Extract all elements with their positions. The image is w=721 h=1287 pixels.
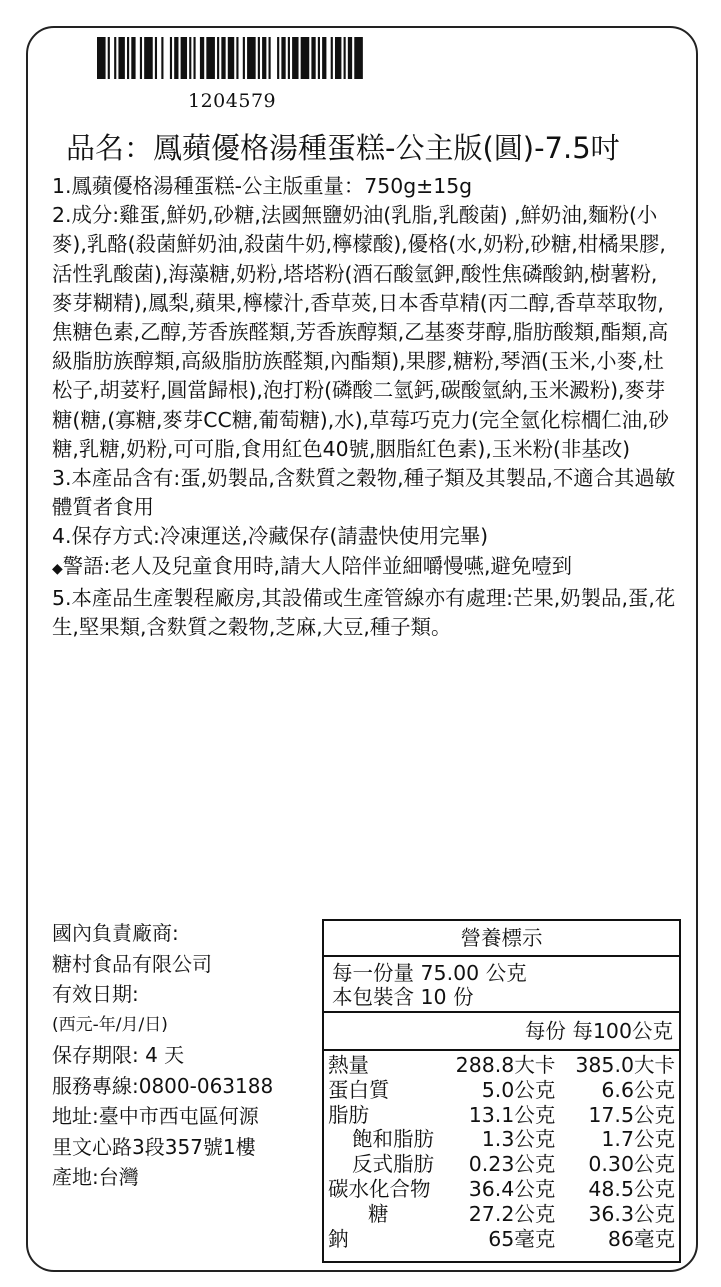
origin: 產地:台灣 — [52, 1165, 139, 1189]
barcode — [97, 37, 365, 79]
barcode-bar — [281, 37, 285, 79]
barcode-bar — [155, 37, 157, 79]
address-line-2: 里文心路3段357號1樓 — [52, 1134, 256, 1159]
per-serving-value: 1.3公克 — [481, 1127, 556, 1152]
nutrition-row — [328, 1103, 675, 1128]
facility-line: 5.本產品生產製程廠房,其設備或生產管線亦有處理:芒果,奶製品,蛋,花生,堅果類,含麩質之穀物,芝麻,大豆,種子類。 — [52, 585, 676, 640]
nutrient-name: 鈉 — [328, 1226, 349, 1251]
nutrition-title: 營養標示 — [324, 921, 679, 957]
serving-size: 每一份量 75.00 公克 — [332, 961, 527, 985]
nutrition-header — [324, 1013, 679, 1051]
barcode-bar — [344, 37, 346, 79]
company-label: 國內負責廠商: — [52, 921, 179, 945]
col-per-serving: 每份 — [524, 1019, 566, 1043]
barcode-bar — [140, 37, 142, 79]
barcode-number: 1204579 — [188, 90, 277, 112]
barcode-bar — [318, 37, 320, 79]
col-per-100g: 每100公克 — [572, 1019, 673, 1043]
nutrition-row — [328, 1078, 675, 1103]
barcode-bar — [292, 37, 298, 79]
nutrient-name: 蛋白質 — [328, 1077, 390, 1102]
weight-line: 1.鳳蘋優格湯種蛋糕-公主版重量：750g±15g — [52, 174, 473, 198]
per-serving-value: 0.23公克 — [468, 1152, 556, 1177]
barcode-bar — [348, 37, 352, 79]
barcode-bar — [311, 37, 315, 79]
product-title: 品名：鳳蘋優格湯種蛋糕-公主版(圓)-7.5吋 — [66, 131, 620, 165]
barcode-bar — [114, 37, 116, 79]
barcode-bar — [181, 37, 187, 79]
nutrient-name: 糖 — [368, 1201, 389, 1226]
barcode-bar — [97, 37, 106, 79]
per-serving-value: 13.1公克 — [468, 1102, 556, 1127]
per-serving-value: 5.0公克 — [481, 1077, 556, 1102]
per-serving-value: 288.8大卡 — [455, 1053, 556, 1077]
nutrient-name: 脂肪 — [328, 1102, 369, 1127]
barcode-bar — [118, 37, 124, 79]
barcode-bar — [217, 37, 219, 79]
barcode-bar — [258, 37, 260, 79]
barcode-bar — [243, 37, 245, 79]
barcode-bar — [288, 37, 290, 79]
barcode-bar — [322, 37, 326, 79]
serving-info — [324, 957, 679, 1013]
ingredients-section — [52, 172, 677, 642]
barcode-bar — [206, 37, 215, 79]
company-name: 糖村食品有限公司 — [52, 951, 212, 976]
barcode-bar — [193, 37, 195, 79]
expiry-format: (西元-年/月/日) — [52, 1014, 168, 1035]
nutrition-table — [322, 919, 681, 1263]
barcode-bar — [170, 37, 172, 79]
barcode-bar — [228, 37, 234, 79]
nutrition-row — [328, 1227, 675, 1252]
per-100g-value: 36.3公克 — [588, 1201, 675, 1226]
per-100g-value: 86毫克 — [607, 1226, 675, 1251]
nutrition-rows — [324, 1051, 679, 1251]
per-100g-value: 6.6公克 — [601, 1077, 675, 1102]
barcode-bar — [221, 37, 225, 79]
nutrient-name: 飽和脂肪 — [352, 1127, 434, 1152]
barcode-bar — [354, 37, 363, 79]
barcode-bar — [262, 37, 266, 79]
barcode-bar — [301, 37, 310, 79]
barcode-bar — [277, 37, 279, 79]
nutrition-row — [328, 1177, 675, 1202]
barcode-bar — [127, 37, 129, 79]
barcode-bar — [161, 37, 163, 79]
per-serving-value: 65毫克 — [488, 1226, 556, 1251]
per-100g-value: 385.0大卡 — [575, 1053, 675, 1077]
barcode-bar — [269, 37, 271, 79]
warning-text: 警語:老人及兒童食用時,請大人陪伴並細嚼慢嚥,避免噎到 — [62, 553, 572, 578]
nutrient-name: 碳水化合物 — [328, 1176, 431, 1201]
per-100g-value: 17.5公克 — [588, 1102, 675, 1127]
barcode-bar — [144, 37, 153, 79]
barcode-bar — [189, 37, 191, 79]
nutrient-name: 熱量 — [328, 1053, 369, 1077]
ingredients-line: 2.成分:雞蛋,鮮奶,砂糖,法國無鹽奶油(乳脂,乳酸菌) ,鮮奶油,麵粉(小麥),乳酪(殺菌鮮奶油,殺菌牛奶,檸檬酸),優格(水,奶粉,砂糖,柑橘果膠,活性乳酸菌),海藻糖,奶粉,塔塔粉(酒石酸氫鉀,酸性焦磷酸鈉,樹薯粉,麥芽糊精),鳳梨,蘋果,檸檬汁,香草莢,日本香草精(丙二醇,香草萃取物,焦糖色素,乙醇,芳香族醛類,芳香族醇類,乙基麥芽醇,脂肪酸類,酯類,高級脂肪族醇類,高級脂肪族醛類,內酯類),果膠,糖粉,琴酒(玉米,小麥,杜松子,胡荽籽,圓當歸根),泡打粉(磷酸二氫鈣,碳酸氫納,玉米澱粉),麥芽糖(糖,(寡糖,麥芽CC糖,葡萄糖),水),草莓巧克力(完全氫化棕櫚仁油,砂糖,乳糖,奶粉,可可脂,食用紅色40號,胭脂紅色素),玉米粉(非基改) — [52, 203, 669, 461]
barcode-bar — [131, 37, 135, 79]
barcode-bar — [108, 37, 110, 79]
storage-line: 4.保存方式:冷凍運送,冷藏保存(請盡快使用完畢) — [52, 524, 489, 549]
barcode-bar — [335, 37, 341, 79]
per-serving-value: 27.2公克 — [468, 1201, 556, 1226]
per-100g-value: 0.30公克 — [588, 1152, 675, 1177]
nutrition-row — [328, 1152, 675, 1177]
per-serving-value: 36.4公克 — [468, 1176, 556, 1201]
allergen-line: 3.本產品含有:蛋,奶製品,含麩質之穀物,種子類及其製品,不適合其過敏體質者食用 — [52, 466, 676, 520]
servings-per-package: 本包裝含 10 份 — [332, 985, 474, 1009]
hotline: 服務專線:0800-063188 — [52, 1073, 274, 1098]
warning-line — [52, 552, 677, 584]
expiry-label: 有效日期: — [52, 982, 139, 1006]
barcode-bar — [247, 37, 256, 79]
shelf-life: 保存期限: 4 天 — [52, 1043, 185, 1067]
barcode-bar — [174, 37, 178, 79]
nutrition-row — [328, 1053, 675, 1078]
barcode-bar — [200, 37, 204, 79]
diamond-bullet-icon: ◆ — [52, 560, 63, 577]
nutrition-row — [328, 1202, 675, 1227]
nutrition-row — [328, 1127, 675, 1152]
company-info — [52, 918, 322, 1193]
per-100g-value: 48.5公克 — [588, 1176, 675, 1201]
barcode-bar — [331, 37, 333, 79]
nutrient-name: 反式脂肪 — [352, 1152, 434, 1177]
per-100g-value: 1.7公克 — [601, 1127, 675, 1152]
barcode-bar — [236, 37, 238, 79]
address-line-1: 地址:臺中市西屯區何源 — [52, 1104, 259, 1128]
